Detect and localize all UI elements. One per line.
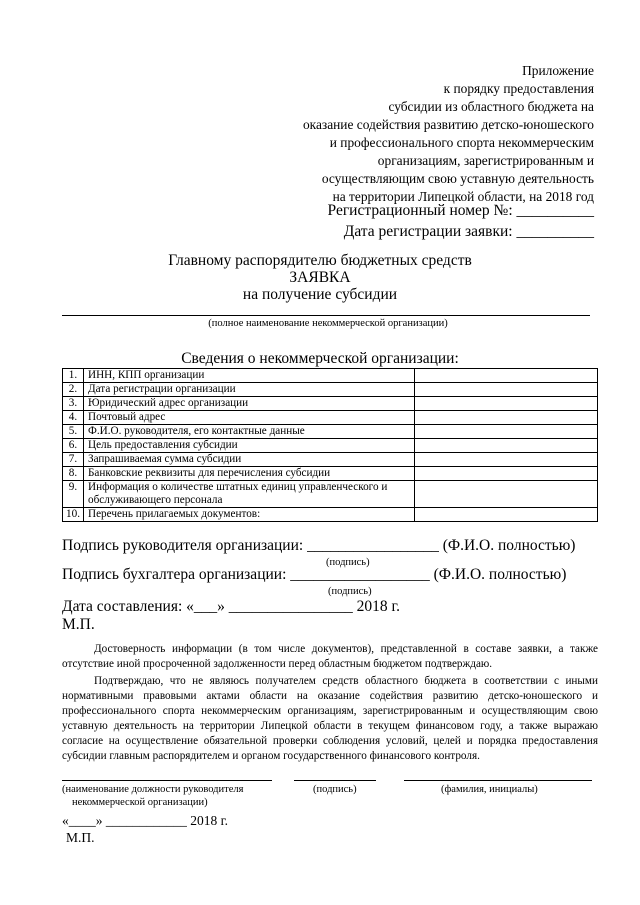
- info-section-title: Сведения о некоммерческой организации:: [181, 350, 459, 367]
- row-number: 1.: [63, 369, 84, 383]
- row-value: [415, 411, 598, 425]
- accountant-signature-caption: (подпись): [328, 586, 372, 597]
- row-label: ИНН, КПП организации: [84, 369, 415, 383]
- row-value: [415, 397, 598, 411]
- name-caption: (фамилия, инициалы): [441, 784, 538, 795]
- appendix-line: организациям, зарегистрированным и: [377, 153, 594, 168]
- signature-caption: (подпись): [313, 784, 357, 795]
- row-label: Информация о количестве штатных единиц управленческого и обслуживающего персонала: [84, 481, 415, 508]
- accountant-signature-line: Подпись бухгалтера организации: __________________ (Ф.И.О. полностью): [62, 566, 567, 583]
- row-number: 6.: [63, 439, 84, 453]
- appendix-line: субсидии из областного бюджета на: [388, 99, 594, 114]
- registration-block: [328, 200, 594, 242]
- table-row: [63, 425, 598, 439]
- footer-date-line: «____» ____________ 2018 г.: [62, 813, 229, 828]
- row-label: Перечень прилагаемых документов:: [84, 508, 415, 522]
- position-line: [62, 780, 272, 781]
- row-label: Почтовый адрес: [84, 411, 415, 425]
- compile-date-line: Дата составления: «___» ________________ 2018 г.: [62, 598, 400, 615]
- appendix-line: Приложение: [522, 63, 594, 78]
- appendix-line: оказание содействия развитию детско-юношеского: [302, 117, 594, 132]
- table-row: [63, 453, 598, 467]
- table-row: [63, 467, 598, 481]
- row-number: 4.: [63, 411, 84, 425]
- confirmation-paragraph: Достоверность информации (в том числе документов), представленной в составе заявки, а также отсутствие иной просроченной задолженности перед областным бюджетом подтверждаю.: [62, 643, 598, 670]
- recipient-line: Главному распорядителю бюджетных средств: [168, 252, 472, 269]
- name-line: [404, 780, 592, 781]
- row-label: Цель предоставления субсидии: [84, 439, 415, 453]
- appendix-line: на территории Липецкой области, на 2018 год: [332, 189, 594, 204]
- document-subtitle: на получение субсидии: [242, 286, 398, 303]
- org-name-caption: (полное наименование некоммерческой организации): [208, 318, 448, 329]
- row-value: [415, 481, 598, 508]
- row-number: 8.: [63, 467, 84, 481]
- table-row: [63, 508, 598, 522]
- table-row: [63, 481, 598, 508]
- head-signature-caption: (подпись): [326, 557, 370, 568]
- signature-line: [294, 780, 376, 781]
- info-table: [62, 368, 598, 522]
- row-number: 7.: [63, 453, 84, 467]
- appendix-note: [303, 62, 594, 206]
- row-number: 2.: [63, 383, 84, 397]
- row-value: [415, 467, 598, 481]
- row-label: Юридический адрес организации: [84, 397, 415, 411]
- row-value: [415, 439, 598, 453]
- row-label: Дата регистрации организации: [84, 383, 415, 397]
- appendix-line: и профессионального спорта некоммерческим: [329, 135, 594, 150]
- appendix-line: к порядку предоставления: [443, 81, 594, 96]
- row-number: 5.: [63, 425, 84, 439]
- row-value: [415, 508, 598, 522]
- footer-stamp-label: М.П.: [66, 830, 95, 845]
- row-number: 10.: [63, 508, 84, 522]
- position-caption-continued: некоммерческой организации): [72, 797, 208, 808]
- row-label: Ф.И.О. руководителя, его контактные данные: [84, 425, 415, 439]
- row-number: 3.: [63, 397, 84, 411]
- row-label: Запрашиваемая сумма субсидии: [84, 453, 415, 467]
- row-value: [415, 453, 598, 467]
- registration-date: Дата регистрации заявки: __________: [343, 223, 594, 240]
- head-signature-line: Подпись руководителя организации: _________________ (Ф.И.О. полностью): [62, 537, 576, 554]
- appendix-line: осуществляющим свою уставную деятельность: [321, 171, 594, 186]
- registration-number: Регистрационный номер №: __________: [327, 202, 594, 219]
- org-name-line: [62, 315, 590, 316]
- table-row: [63, 383, 598, 397]
- row-value: [415, 383, 598, 397]
- document-title: ЗАЯВКА: [289, 269, 351, 286]
- row-number: 9.: [63, 481, 84, 508]
- table-row: [63, 411, 598, 425]
- table-row: [63, 397, 598, 411]
- declaration-paragraph: Подтверждаю, что не являюсь получателем средств областного бюджета в соответствии с иными нормативными правовыми актами области на оказание содействия развитию детско-юношеского и профессионального спорта некоммерческим организациям, зарегистрированным и осуществляющим свою уставную деятельность на территории Липецкой области в текущем финансовом году, а также выражаю согласие на осуществление обязательной проверки соблюдения условий, целей и порядка предоставления субсидии главным распорядителем и органом государственного финансового контроля.: [62, 675, 598, 762]
- table-row: [63, 439, 598, 453]
- table-row: [63, 369, 598, 383]
- row-value: [415, 369, 598, 383]
- position-caption: (наименование должности руководителя: [62, 784, 244, 795]
- row-value: [415, 425, 598, 439]
- row-label: Банковские реквизиты для перечисления субсидии: [84, 467, 415, 481]
- stamp-label: М.П.: [62, 616, 95, 633]
